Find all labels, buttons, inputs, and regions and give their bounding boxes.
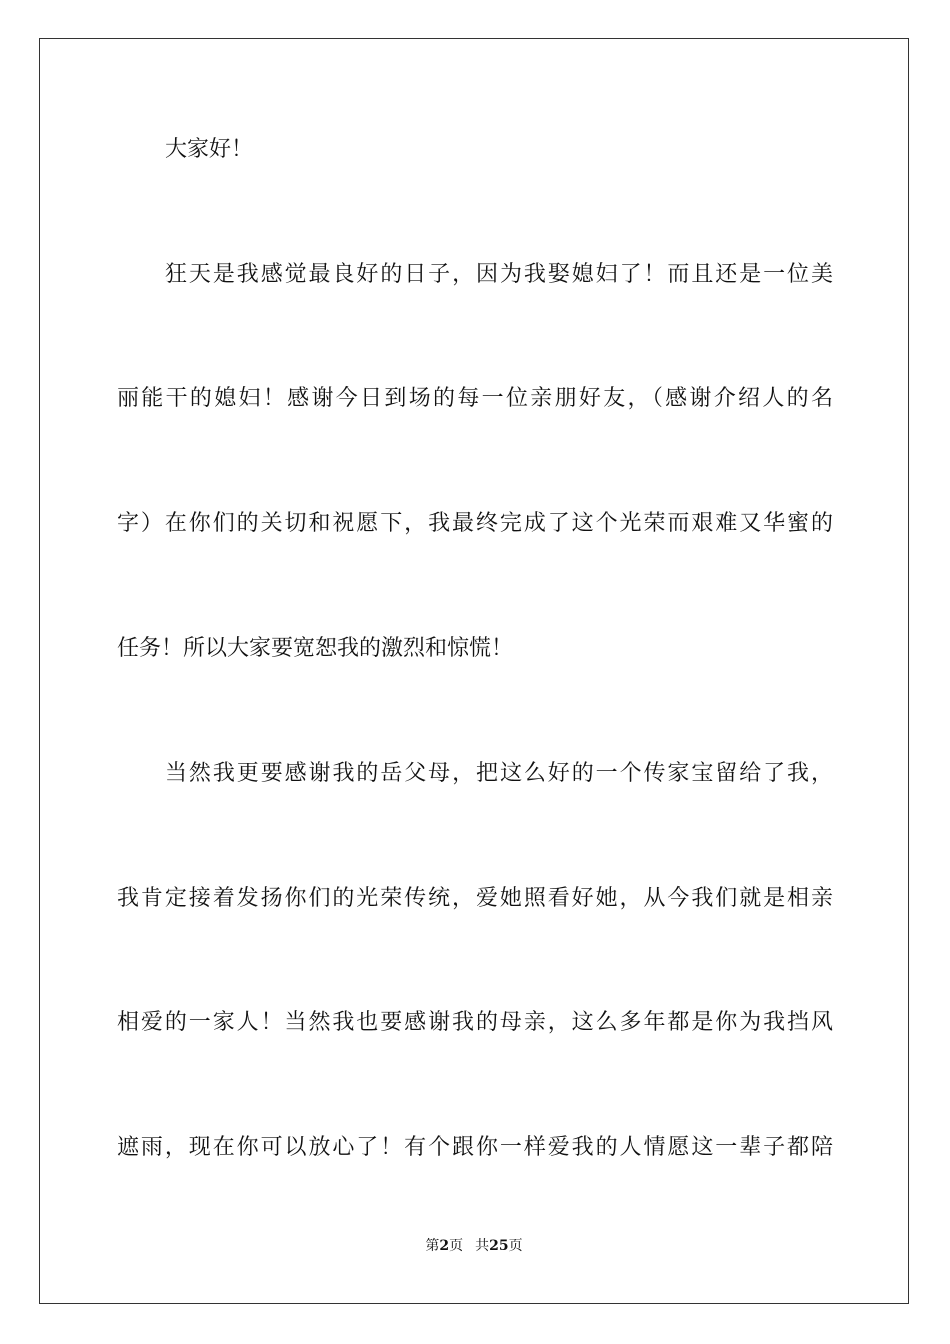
total-pages: 25 (489, 1238, 509, 1254)
document-page (39, 38, 909, 1304)
page-footer (40, 1235, 908, 1255)
total-suffix: 页 (508, 1238, 523, 1254)
paragraph-1-line-4: 任务！所以大家要宽恕我的激烈和惊慌！ (117, 636, 514, 661)
page-prefix: 第 (425, 1238, 440, 1254)
page-suffix: 页 (449, 1238, 464, 1254)
paragraph-2-line-4: 遮雨，现在你可以放心了！有个跟你一样爱我的人情愿这一辈子都陪 (117, 1135, 833, 1160)
paragraph-2-line-1: 当然我更要感谢我的岳父母，把这么好的一个传家宝留给了我， (165, 761, 833, 786)
paragraph-1-line-2: 丽能干的媳妇！感谢今日到场的每一位亲朋好友，（感谢介绍人的名 (117, 386, 833, 411)
greeting-line: 大家好！ (165, 137, 254, 162)
total-prefix: 共 (475, 1238, 490, 1254)
paragraph-2-line-3: 相爱的一家人！当然我也要感谢我的母亲，这么多年都是你为我挡风 (117, 1010, 833, 1035)
paragraph-1-line-1: 狂天是我感觉最良好的日子，因为我娶媳妇了！而且还是一位美 (165, 262, 833, 287)
paragraph-2-line-2: 我肯定接着发扬你们的光荣传统，爱她照看好她，从今我们就是相亲 (117, 886, 833, 911)
paragraph-1-line-3: 字）在你们的关切和祝愿下，我最终完成了这个光荣而艰难又华蜜的 (117, 511, 833, 536)
page-number: 2 (439, 1238, 450, 1254)
